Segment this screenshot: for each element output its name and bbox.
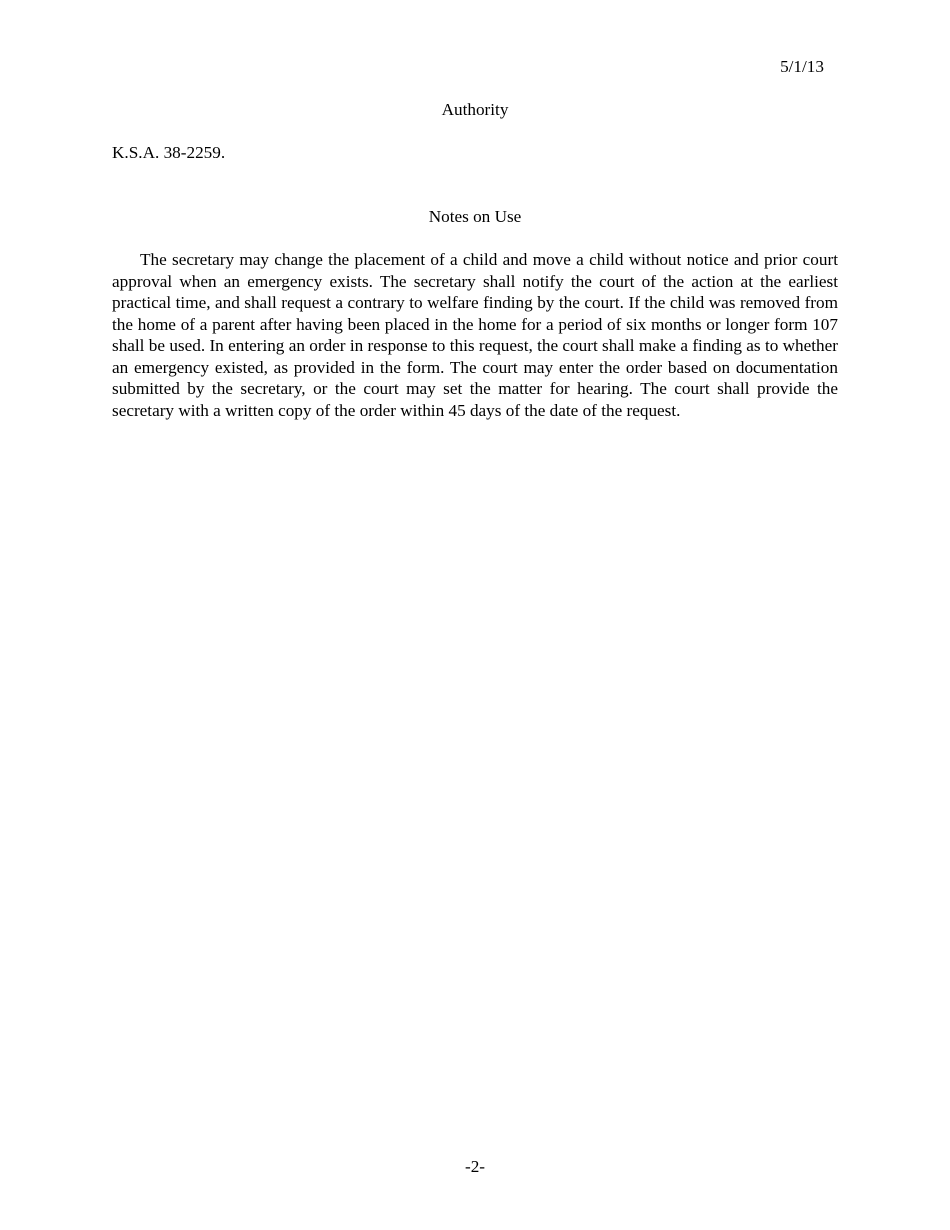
authority-citation: K.S.A. 38-2259.: [112, 143, 226, 162]
authority-heading: Authority: [441, 100, 509, 119]
notes-on-use-heading: Notes on Use: [428, 207, 522, 226]
page-number: -2-: [464, 1157, 486, 1176]
notes-on-use-paragraph: The secretary may change the placement of a child and move a child without notice and prior court approval when an emergency exists. The secretary shall notify the court of the action at the earliest practical time, and shall request a contrary to welfare finding by the court. If the child was removed from the home of a parent after having been placed in the home for a period of six months or longer form 107 shall be used. In entering an order in response to this request, the court shall make a finding as to whether an emergency existed, as provided in the form. The court may enter the order based on documentation submitted by the secretary, or the court may set the matter for hearing. The court shall provide the secretary with a written copy of the order within 45 days of the date of the request.: [112, 250, 838, 420]
revision-date: 5/1/13: [780, 57, 824, 76]
